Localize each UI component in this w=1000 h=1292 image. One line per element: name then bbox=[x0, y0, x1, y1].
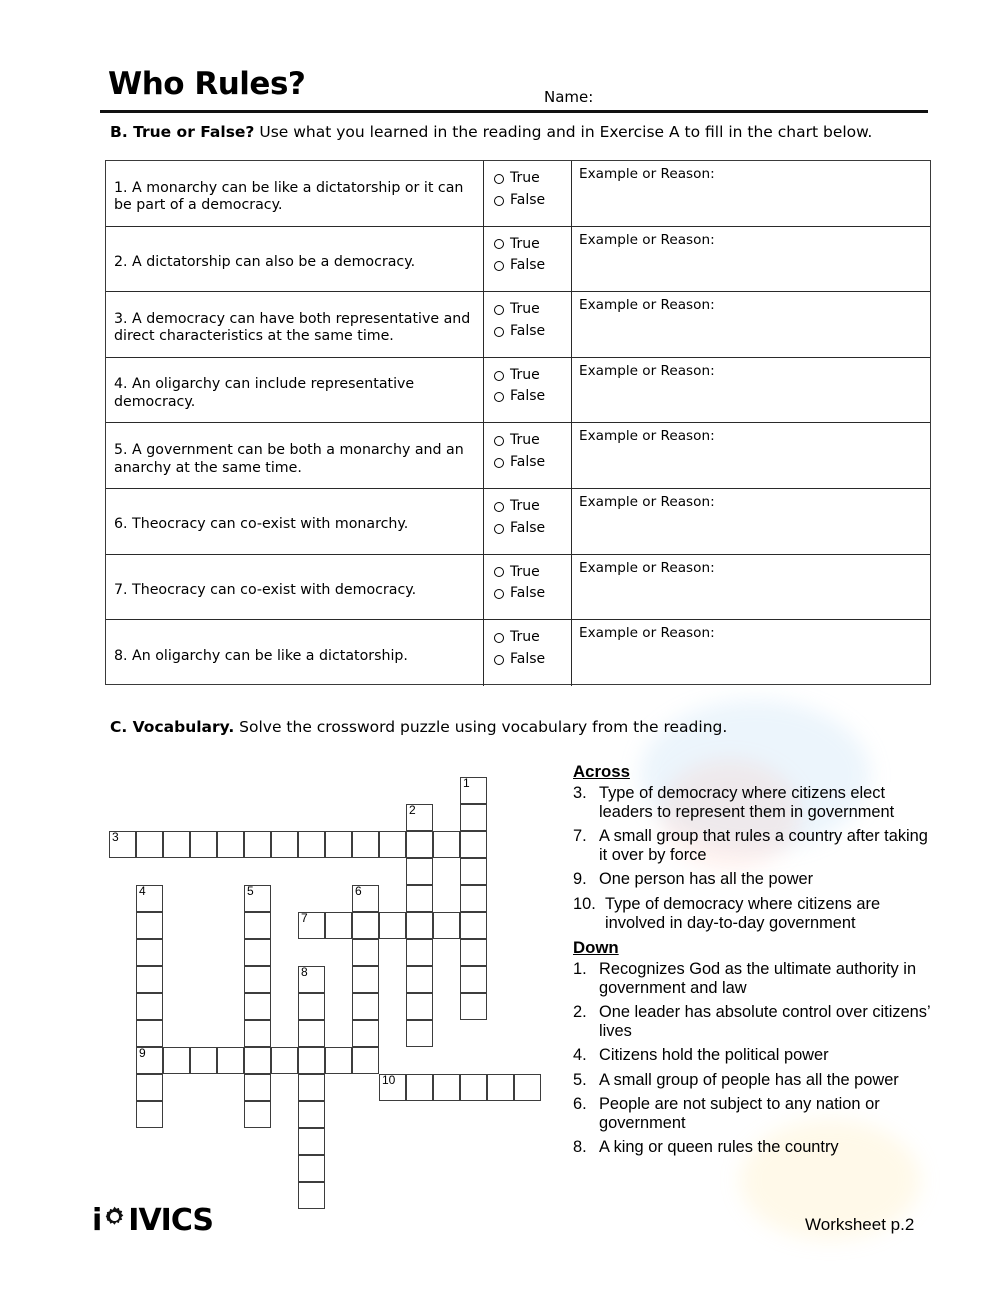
clue-text: Recognizes God as the ultimate authority in government and law bbox=[599, 959, 917, 997]
crossword-cell[interactable] bbox=[460, 993, 487, 1020]
section-c-text: Solve the crossword puzzle using vocabulary from the reading. bbox=[234, 718, 728, 736]
clue-number: 4. bbox=[573, 1046, 587, 1065]
crossword-cell[interactable] bbox=[433, 912, 460, 939]
crossword-cell[interactable] bbox=[352, 912, 379, 939]
reason-cell[interactable] bbox=[572, 423, 930, 488]
clue-text: One person has all the power bbox=[599, 870, 814, 889]
radio-label: False bbox=[510, 650, 546, 667]
crossword-cell[interactable] bbox=[433, 831, 460, 858]
clue-text: A small group of people has all the power bbox=[599, 1070, 899, 1089]
down-clue-item bbox=[573, 1071, 935, 1090]
crossword-cell[interactable] bbox=[352, 885, 379, 912]
radio-label: True bbox=[510, 235, 540, 252]
crossword-cell[interactable] bbox=[109, 831, 136, 858]
crossword-cell-number: 2 bbox=[409, 803, 416, 817]
radio-label: True bbox=[510, 170, 540, 186]
radio-label: True bbox=[510, 563, 540, 580]
section-c-label: C. Vocabulary. bbox=[110, 718, 235, 736]
crossword-cell[interactable] bbox=[244, 912, 271, 939]
radio-label: False bbox=[510, 585, 546, 602]
crossword-cell[interactable] bbox=[352, 1020, 379, 1047]
gear-icon bbox=[102, 1203, 127, 1228]
crossword-cell-number: 10 bbox=[382, 1073, 396, 1087]
statement-text: 6. Theocracy can co-exist with monarchy. bbox=[114, 516, 409, 533]
crossword-cell[interactable] bbox=[460, 777, 487, 804]
crossword-cell[interactable] bbox=[325, 912, 352, 939]
crossword-cell[interactable] bbox=[244, 939, 271, 966]
crossword-cell[interactable] bbox=[406, 831, 433, 858]
crossword-cell[interactable] bbox=[244, 1101, 271, 1128]
worksheet-page-note: Worksheet p.2 bbox=[805, 1215, 915, 1234]
crossword-cell[interactable] bbox=[460, 1074, 487, 1101]
radio-label: False bbox=[510, 519, 546, 536]
crossword-cell[interactable] bbox=[406, 1074, 433, 1101]
section-b-text: Use what you learned in the reading and in Exercise A to fill in the chart below. bbox=[254, 123, 873, 141]
crossword-cell[interactable] bbox=[244, 1020, 271, 1047]
reason-cell[interactable] bbox=[572, 292, 930, 357]
crossword-cell[interactable] bbox=[136, 1074, 163, 1101]
crossword-cell[interactable] bbox=[136, 1047, 163, 1074]
crossword-cell[interactable] bbox=[136, 912, 163, 939]
crossword-cell[interactable] bbox=[136, 1020, 163, 1047]
logo-text-before: i bbox=[92, 1203, 102, 1238]
across-clue-item bbox=[573, 870, 935, 889]
crossword-cell[interactable] bbox=[406, 1020, 433, 1047]
crossword-cell[interactable] bbox=[190, 1047, 217, 1074]
clue-text: One leader has absolute control over citizens’ lives bbox=[599, 1002, 931, 1041]
reason-cell[interactable] bbox=[572, 620, 930, 686]
crossword-cell[interactable] bbox=[298, 1074, 325, 1101]
name-label: Name: bbox=[544, 88, 594, 106]
clue-text: Citizens hold the political power bbox=[599, 1046, 829, 1065]
crossword-cell[interactable] bbox=[298, 1047, 325, 1074]
crossword-cell[interactable] bbox=[325, 831, 352, 858]
crossword-cell[interactable] bbox=[379, 1074, 406, 1101]
crossword-cell[interactable] bbox=[136, 993, 163, 1020]
crossword-cell-number: 6 bbox=[355, 884, 362, 898]
crossword-cell[interactable] bbox=[460, 939, 487, 966]
radio-label: False bbox=[510, 388, 546, 405]
crossword-cell[interactable] bbox=[325, 1047, 352, 1074]
clue-number: 8. bbox=[573, 1138, 587, 1157]
reason-cell[interactable] bbox=[572, 227, 930, 292]
page-title: Who Rules? bbox=[108, 66, 306, 102]
clue-number: 6. bbox=[573, 1094, 587, 1113]
crossword-cell[interactable] bbox=[163, 1047, 190, 1074]
crossword-cell[interactable] bbox=[406, 885, 433, 912]
down-clue-item bbox=[573, 1138, 935, 1157]
clue-number: 7. bbox=[573, 827, 587, 846]
crossword-cell[interactable] bbox=[298, 831, 325, 858]
down-clue-list bbox=[573, 960, 935, 1158]
down-clue-item bbox=[573, 960, 935, 998]
crossword-cell[interactable] bbox=[352, 993, 379, 1020]
reason-label: Example or Reason: bbox=[579, 166, 715, 182]
crossword-cell-number: 9 bbox=[139, 1046, 146, 1060]
statement-text: 4. An oligarchy can include representative democracy. bbox=[114, 376, 415, 411]
clue-number: 1. bbox=[573, 959, 587, 978]
radio-label: False bbox=[510, 454, 546, 471]
crossword-cell[interactable] bbox=[352, 1047, 379, 1074]
crossword-cell[interactable] bbox=[298, 1155, 325, 1182]
logo-text-after: IVICS bbox=[128, 1203, 214, 1238]
radio-label: False bbox=[510, 257, 546, 274]
section-b-label: B. True or False? bbox=[110, 123, 255, 141]
crossword-cell[interactable] bbox=[460, 804, 487, 831]
reason-label: Example or Reason: bbox=[579, 231, 715, 248]
crossword-cell[interactable] bbox=[244, 993, 271, 1020]
clue-text: A king or queen rules the country bbox=[599, 1138, 839, 1157]
reason-label: Example or Reason: bbox=[579, 362, 715, 379]
across-clue-list bbox=[573, 784, 935, 933]
clue-number: 10. bbox=[573, 894, 596, 913]
reason-label: Example or Reason: bbox=[579, 559, 715, 576]
reason-cell[interactable] bbox=[572, 489, 930, 554]
clue-number: 5. bbox=[573, 1070, 587, 1089]
statement-text: 5. A government can be both a monarchy and an anarchy at the same time. bbox=[114, 441, 464, 476]
across-clue-item bbox=[573, 784, 935, 822]
crossword-cell[interactable] bbox=[244, 831, 271, 858]
clue-number: 3. bbox=[573, 783, 587, 802]
radio-label: True bbox=[510, 432, 540, 449]
crossword-cell[interactable] bbox=[217, 831, 244, 858]
down-clue-item bbox=[573, 1003, 935, 1041]
crossword-cell[interactable] bbox=[352, 939, 379, 966]
across-clue-item bbox=[573, 895, 935, 933]
crossword-cell[interactable] bbox=[298, 1128, 325, 1155]
statement-text: 3. A democracy can have both representative and direct characteristics at the same time. bbox=[114, 310, 471, 345]
radio-label: True bbox=[510, 301, 540, 318]
crossword-cell[interactable] bbox=[379, 831, 406, 858]
crossword-cell[interactable] bbox=[433, 1074, 460, 1101]
crossword-cell[interactable] bbox=[244, 1047, 271, 1074]
crossword-cell[interactable] bbox=[298, 912, 325, 939]
crossword-cell[interactable] bbox=[271, 831, 298, 858]
crossword-cell[interactable] bbox=[406, 993, 433, 1020]
crossword-cell[interactable] bbox=[460, 885, 487, 912]
crossword-cell-number: 8 bbox=[301, 965, 308, 979]
crossword-cell-number: 5 bbox=[247, 884, 254, 898]
statement-text: 7. Theocracy can co-exist with democracy. bbox=[114, 581, 417, 598]
crossword-cell-number: 3 bbox=[112, 830, 119, 844]
statement-text: 2. A dictatorship can also be a democracy. bbox=[114, 254, 416, 271]
down-clue-item bbox=[573, 1046, 935, 1065]
crossword-cell[interactable] bbox=[136, 966, 163, 993]
across-heading: Across bbox=[573, 762, 630, 781]
crossword-cell[interactable] bbox=[460, 912, 487, 939]
crossword-cell[interactable] bbox=[406, 939, 433, 966]
radio-label: True bbox=[510, 497, 540, 514]
crossword-cell[interactable] bbox=[379, 912, 406, 939]
crossword-cell[interactable] bbox=[244, 966, 271, 993]
crossword-cell[interactable] bbox=[244, 1074, 271, 1101]
down-clue-item bbox=[573, 1095, 935, 1133]
crossword-cell[interactable] bbox=[298, 966, 325, 993]
reason-label: Example or Reason: bbox=[579, 297, 715, 314]
crossword-cell[interactable] bbox=[271, 1047, 298, 1074]
clue-text: A small group that rules a country after taking it over by force bbox=[599, 827, 928, 865]
clue-text: Type of democracy where citizens are involved in day-to-day government bbox=[605, 894, 881, 932]
statement-text: 1. A monarchy can be like a dictatorship or it can be part of a democracy. bbox=[114, 179, 464, 214]
crossword-cell[interactable] bbox=[217, 1047, 244, 1074]
crossword-cell[interactable] bbox=[406, 966, 433, 993]
crossword-cell[interactable] bbox=[460, 966, 487, 993]
crossword-cell[interactable] bbox=[352, 966, 379, 993]
crossword-cell[interactable] bbox=[514, 1074, 541, 1101]
crossword-cell[interactable] bbox=[136, 831, 163, 858]
reason-cell[interactable] bbox=[572, 358, 930, 423]
radio-label: False bbox=[510, 322, 546, 339]
reason-cell[interactable] bbox=[572, 161, 930, 226]
crossword-cell-number: 4 bbox=[139, 884, 146, 898]
crossword-cell[interactable] bbox=[298, 1101, 325, 1128]
crossword-cell[interactable] bbox=[163, 831, 190, 858]
crossword-cell[interactable] bbox=[460, 858, 487, 885]
radio-label: True bbox=[510, 629, 540, 646]
radio-label: True bbox=[510, 366, 540, 383]
crossword-cell[interactable] bbox=[487, 1074, 514, 1101]
reason-label: Example or Reason: bbox=[579, 428, 715, 445]
clue-text: Type of democracy where citizens elect leaders to represent them in government bbox=[599, 783, 895, 821]
statement-text: 8. An oligarchy can be like a dictatorship. bbox=[114, 648, 408, 665]
crossword-cell[interactable] bbox=[460, 831, 487, 858]
reason-cell[interactable] bbox=[572, 555, 930, 620]
crossword-cell-number: 1 bbox=[463, 776, 470, 790]
clue-number: 2. bbox=[573, 1002, 587, 1021]
crossword-cell[interactable] bbox=[136, 885, 163, 912]
crossword-cell[interactable] bbox=[136, 939, 163, 966]
crossword-clues bbox=[573, 762, 935, 1162]
crossword-cell[interactable] bbox=[406, 804, 433, 831]
reason-label: Example or Reason: bbox=[579, 493, 715, 510]
crossword-cell[interactable] bbox=[406, 858, 433, 885]
clue-number: 9. bbox=[573, 870, 587, 889]
crossword-cell[interactable] bbox=[244, 885, 271, 912]
crossword-cell-number: 7 bbox=[301, 911, 308, 925]
reason-label: Example or Reason: bbox=[579, 625, 715, 642]
down-heading: Down bbox=[573, 937, 619, 957]
crossword-cell[interactable] bbox=[298, 1020, 325, 1047]
crossword-cell[interactable] bbox=[136, 1101, 163, 1128]
crossword-cell[interactable] bbox=[406, 912, 433, 939]
crossword-cell[interactable] bbox=[190, 831, 217, 858]
clue-text: People are not subject to any nation or government bbox=[599, 1094, 880, 1132]
crossword-cell[interactable] bbox=[298, 1182, 325, 1209]
radio-label: False bbox=[510, 191, 546, 208]
crossword-cell[interactable] bbox=[298, 993, 325, 1020]
icivics-logo bbox=[92, 1203, 213, 1238]
crossword-cell[interactable] bbox=[352, 831, 379, 858]
across-clue-item bbox=[573, 827, 935, 865]
